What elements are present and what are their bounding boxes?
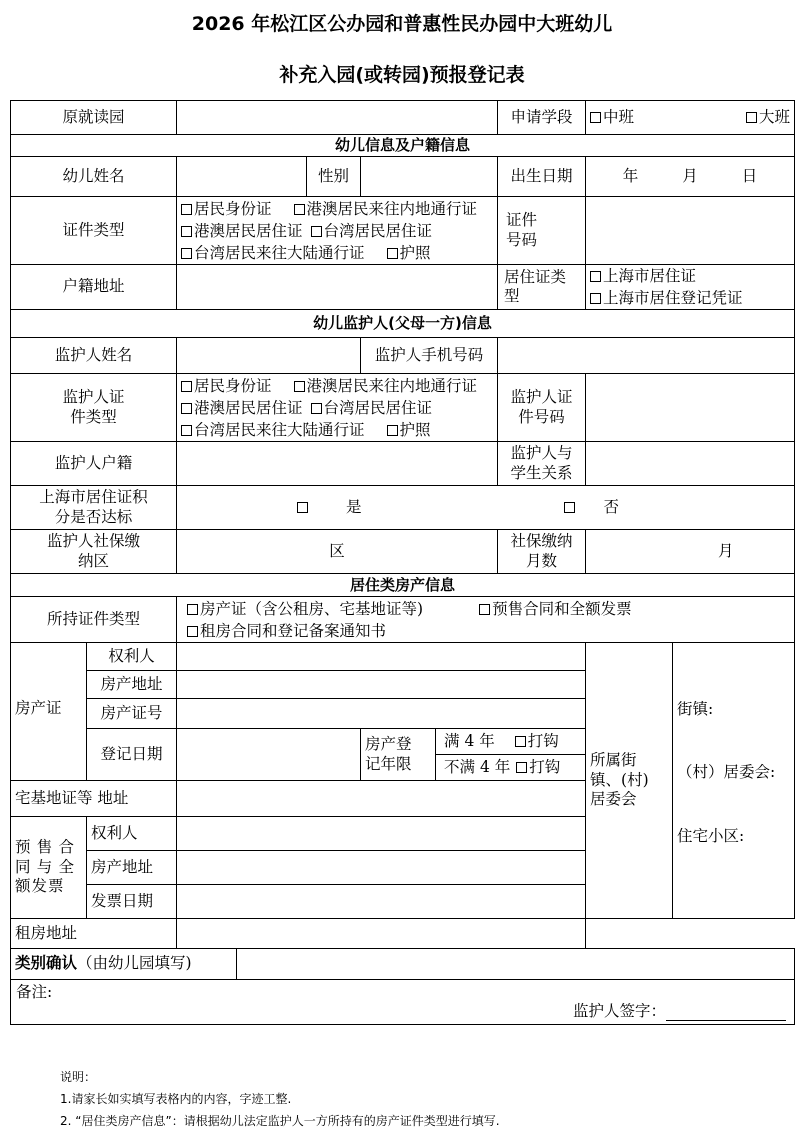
checkbox-icon[interactable] [181, 226, 192, 237]
invoice-date-field[interactable] [177, 885, 586, 919]
social-district-label: 监护人社保缴纳区 [11, 530, 177, 574]
deed-owner-field[interactable] [177, 643, 586, 671]
checkbox-icon[interactable] [294, 204, 305, 215]
notes-heading: 说明： [60, 1070, 97, 1084]
deed-owner-label: 权利人 [87, 643, 177, 671]
deed-reg-date-field[interactable] [177, 729, 361, 781]
social-district-field[interactable]: 区 [177, 530, 498, 574]
guardian-relation-label: 监护人与学生关系 [498, 442, 586, 486]
birthdate-label: 出生日期 [498, 157, 586, 197]
presale-label: 预售合同与全额发票 [11, 817, 87, 919]
guardian-id-no-field[interactable] [586, 374, 795, 442]
opt-hk-macau-permit[interactable]: 港澳居民来往内地通行证 [294, 200, 478, 218]
g-opt-taiwan-permit[interactable]: 台湾居民来往大陆通行证 [181, 421, 365, 439]
homestead-label: 宅基地证等 地址 [11, 781, 177, 817]
child-id-type-options [177, 197, 498, 265]
child-id-type-label: 证件类型 [11, 197, 177, 265]
social-months-field[interactable]: 月 [586, 530, 795, 574]
presale-address-label: 房产地址 [87, 851, 177, 885]
points-options [177, 486, 795, 530]
opt-passport[interactable]: 护照 [387, 244, 431, 262]
original-school-label: 原就读园 [11, 101, 177, 135]
opt-property-deed[interactable]: 房产证（含公租房、宅基地证等) [187, 600, 423, 618]
checkbox-icon[interactable] [387, 248, 398, 259]
opt-rental-contract[interactable]: 租房合同和登记备案通知书 [187, 620, 790, 642]
reg-years-options [436, 729, 586, 781]
checkbox-icon[interactable] [294, 381, 305, 392]
checkbox-icon[interactable] [311, 403, 322, 414]
property-cert-type-label: 所持证件类型 [11, 597, 177, 643]
guardian-id-type-options [177, 374, 498, 442]
section-property-info: 居住类房产信息 [11, 574, 795, 597]
checkbox-icon[interactable] [515, 736, 526, 747]
opt-hk-macau-residence[interactable]: 港澳居民居住证 [181, 222, 303, 240]
checkbox-icon[interactable] [187, 626, 198, 637]
guardian-hukou-field[interactable] [177, 442, 498, 486]
deed-address-field[interactable] [177, 671, 586, 699]
notes-item-2: 2. “居住类房产信息”：请根据幼儿法定监护人一方所持有的房产证件类型进行填写. [60, 1114, 500, 1128]
points-yes[interactable]: 是 [297, 498, 362, 516]
remark-area[interactable] [11, 980, 795, 1025]
invoice-date-label: 发票日期 [87, 885, 177, 919]
registration-form-table [10, 100, 795, 1025]
child-hukou-label: 户籍地址 [11, 265, 177, 310]
form-title-line1: 2026 年松江区公办园和普惠性民办园中大班幼儿 [191, 13, 613, 35]
apply-stage-options [586, 101, 795, 135]
opt-taiwan-permit[interactable]: 台湾居民来往大陆通行证 [181, 244, 365, 262]
form-title-line2: 补充入园(或转园)预报登记表 [279, 64, 525, 86]
opt-taiwan-residence[interactable]: 台湾居民居住证 [311, 222, 433, 240]
child-id-no-label: 证件号码 [498, 197, 586, 265]
deed-reg-date-label: 登记日期 [87, 729, 177, 781]
checkbox-icon[interactable] [564, 502, 575, 513]
rent-address-label: 租房地址 [11, 919, 177, 949]
reg-not-full-4-years[interactable]: 不满 4 年 打钩 [444, 758, 561, 776]
residence-type-label: 居住证类型 [498, 265, 586, 310]
homestead-field[interactable] [177, 781, 586, 817]
remark-label: 备注: [16, 983, 53, 1001]
apply-stage-label: 申请学段 [498, 101, 586, 135]
guardian-phone-field[interactable] [498, 338, 795, 374]
checkbox-icon[interactable] [181, 204, 192, 215]
guardian-phone-label: 监护人手机号码 [361, 338, 498, 374]
section-child-info: 幼儿信息及户籍信息 [11, 135, 795, 157]
presale-address-field[interactable] [177, 851, 586, 885]
social-months-label: 社保缴纳月数 [498, 530, 586, 574]
points-no[interactable]: 否 [564, 498, 619, 516]
committee-field[interactable]: （村）居委会: [677, 763, 776, 781]
guardian-name-field[interactable] [177, 338, 361, 374]
notes-item-1: 1.请家长如实填写表格内的内容，字迹工整. [60, 1092, 292, 1106]
checkbox-icon[interactable] [590, 293, 601, 304]
reg-full-4-years[interactable]: 满 4 年 打钩 [436, 729, 585, 755]
section-guardian-info: 幼儿监护人(父母一方)信息 [11, 310, 795, 338]
presale-owner-field[interactable] [177, 817, 586, 851]
child-name-field[interactable] [177, 157, 307, 197]
checkbox-icon[interactable] [181, 425, 192, 436]
category-confirm-field[interactable] [237, 949, 795, 980]
property-cert-type-options [177, 597, 795, 643]
notes [60, 1066, 500, 1132]
checkbox-middle-class[interactable]: 中班 [590, 108, 634, 126]
gender-label: 性别 [307, 157, 361, 197]
checkbox-icon[interactable] [297, 502, 308, 513]
birthdate-field[interactable]: 年 月 日 [586, 157, 795, 197]
street-field[interactable]: 街镇: [677, 700, 714, 718]
opt-presale-contract[interactable]: 预售合同和全额发票 [479, 600, 632, 618]
checkbox-icon[interactable] [311, 226, 322, 237]
deed-cert-no-label: 房产证号 [87, 699, 177, 729]
g-opt-resident-id[interactable]: 居民身份证 [181, 377, 272, 395]
community-field[interactable]: 住宅小区: [677, 827, 745, 845]
category-confirm-label: 类别确认（由幼儿园填写) [11, 949, 237, 980]
opt-shanghai-residence-registration[interactable]: 上海市居住登记凭证 [590, 287, 790, 309]
deed-address-label: 房产地址 [87, 671, 177, 699]
deed-cert-no-field[interactable] [177, 699, 586, 729]
checkbox-icon[interactable] [590, 112, 601, 123]
opt-shanghai-residence-permit[interactable]: 上海市居住证 [590, 265, 790, 287]
checkbox-icon[interactable] [746, 112, 757, 123]
guardian-relation-field[interactable] [586, 442, 795, 486]
child-id-no-field[interactable] [586, 197, 795, 265]
guardian-hukou-label: 监护人户籍 [11, 442, 177, 486]
checkbox-icon[interactable] [181, 403, 192, 414]
checkbox-icon[interactable] [516, 762, 527, 773]
gender-field[interactable] [361, 157, 498, 197]
presale-owner-label: 权利人 [87, 817, 177, 851]
g-opt-hk-macau-permit[interactable]: 港澳居民来往内地通行证 [294, 377, 478, 395]
g-opt-hk-macau-residence[interactable]: 港澳居民居住证 [181, 399, 303, 417]
rent-address-field[interactable] [177, 919, 586, 949]
g-opt-passport[interactable]: 护照 [387, 421, 431, 439]
checkbox-icon[interactable] [181, 248, 192, 259]
checkbox-icon[interactable] [479, 604, 490, 615]
reg-years-label: 房产登记年限 [361, 729, 436, 781]
original-school-field[interactable] [177, 101, 498, 135]
residence-type-options [586, 265, 795, 310]
checkbox-icon[interactable] [590, 271, 601, 282]
checkbox-icon[interactable] [181, 381, 192, 392]
guardian-signature[interactable]: 监护人签字： [573, 1002, 786, 1021]
checkbox-icon[interactable] [187, 604, 198, 615]
guardian-name-label: 监护人姓名 [11, 338, 177, 374]
opt-resident-id[interactable]: 居民身份证 [181, 200, 272, 218]
checkbox-senior-class[interactable]: 大班 [746, 108, 790, 127]
checkbox-icon[interactable] [387, 425, 398, 436]
child-name-label: 幼儿姓名 [11, 157, 177, 197]
deed-label: 房产证 [11, 643, 87, 781]
guardian-id-no-label: 监护人证件号码 [498, 374, 586, 442]
child-hukou-field[interactable] [177, 265, 498, 310]
belong-label: 所属街镇、(村)居委会 [586, 643, 673, 919]
g-opt-taiwan-residence[interactable]: 台湾居民居住证 [311, 399, 433, 417]
belong-fields[interactable] [673, 643, 795, 919]
points-label: 上海市居住证积分是否达标 [11, 486, 177, 530]
guardian-id-type-label: 监护人证件类型 [11, 374, 177, 442]
